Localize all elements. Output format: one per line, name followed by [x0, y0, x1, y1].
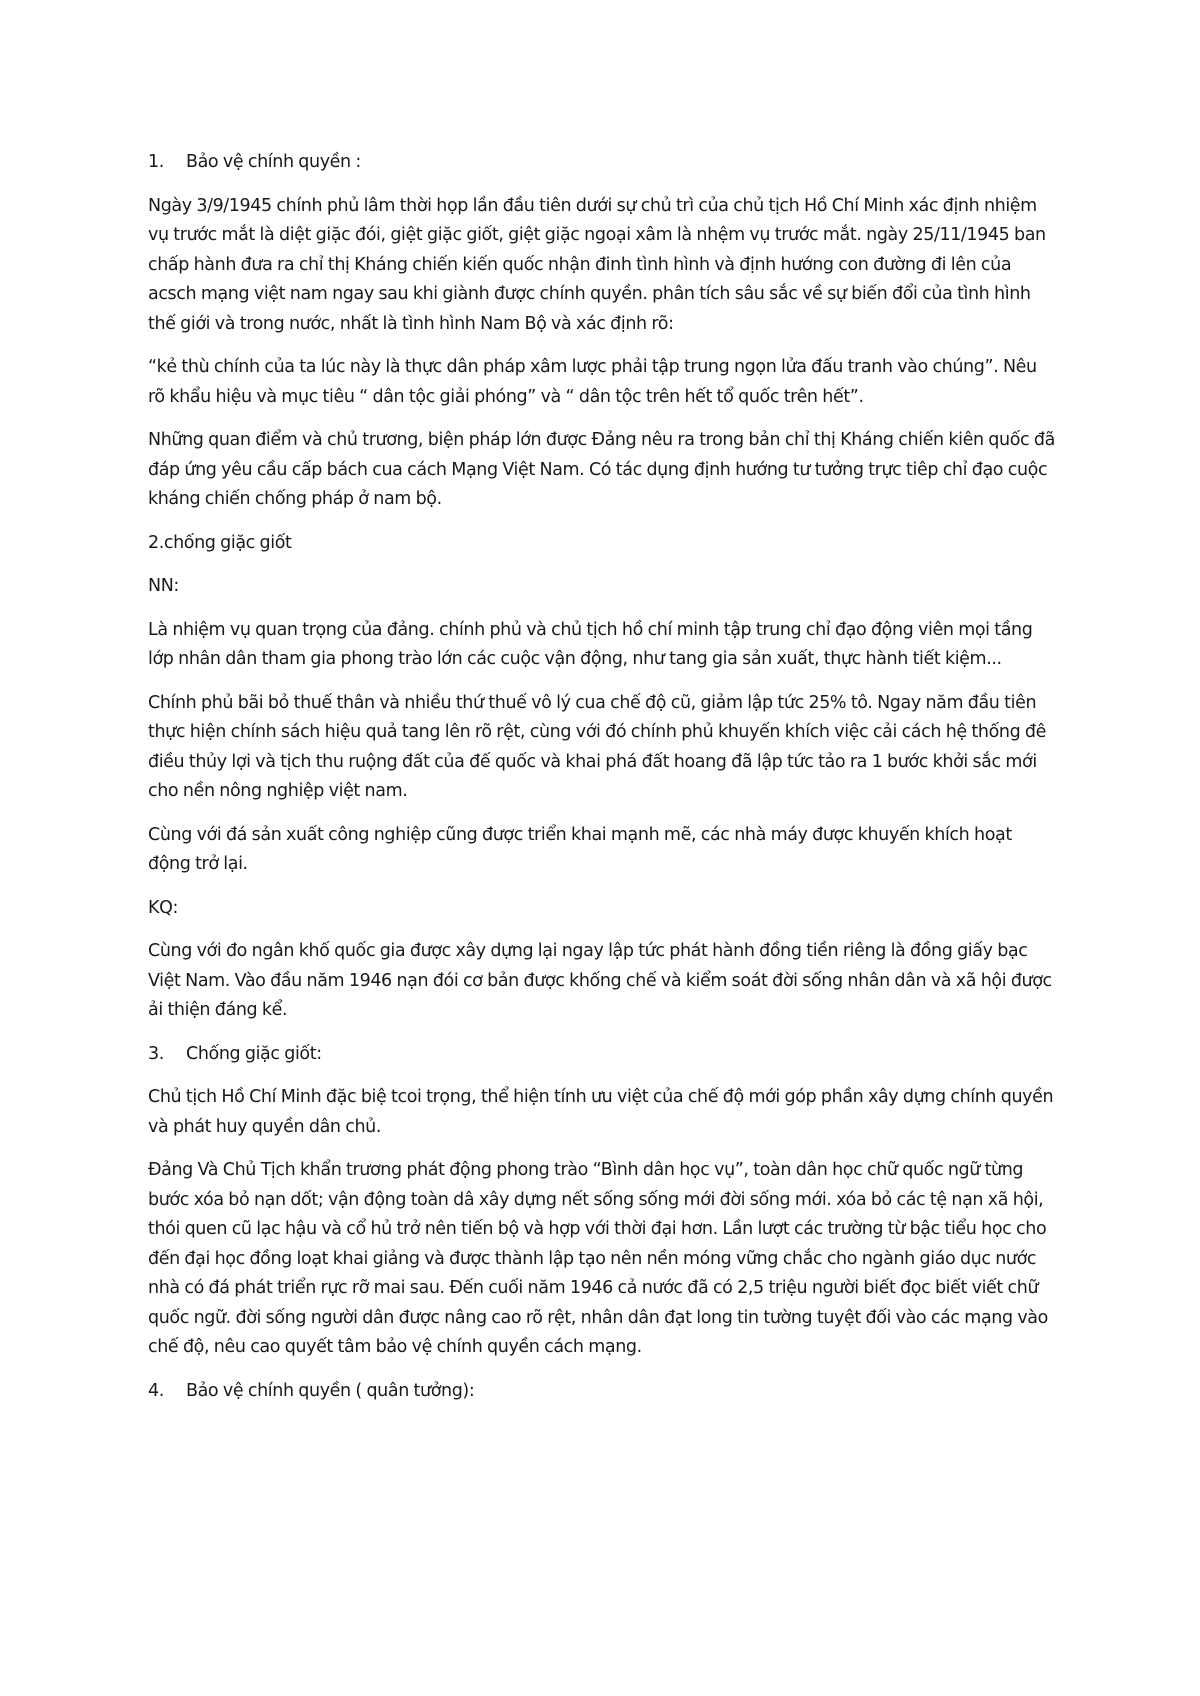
- paragraph: Cùng với đo ngân khố quốc gia được xây dựng lại ngay lập tức phát hành đồng tiền riêng là đồng giấy bạc Việt Nam. Vào đầu năm 1946 nạn đói cơ bản được khống chế và kiểm soát đời sống nhân dân và xã hội được ải thiện đáng kể.: [148, 941, 1052, 1020]
- list-number: 3.: [148, 1043, 164, 1064]
- list-number: 1.: [148, 152, 164, 172]
- numbered-heading: [148, 1377, 1058, 1407]
- paragraph: Những quan điểm và chủ trương, biện pháp lớn được Đảng nêu ra trong bản chỉ thị Kháng chiến kiên quốc đã đáp ứng yêu cầu cấp bách cua cách Mạng Việt Nam. Có tác dụng định hướng tư tưởng trực tiêp chỉ đạo cuộc kháng chiến chống pháp ở nam bộ.: [148, 430, 1055, 509]
- heading-text: Bảo vệ chính quyền ( quân tưởng):: [186, 1380, 475, 1401]
- document-page: [148, 148, 1058, 1420]
- paragraph: “kẻ thù chính của ta lúc này là thực dân pháp xâm lược phải tập trung ngọn lửa đấu tranh vào chúng”. Nêu rõ khẩu hiệu và mục tiêu “ dân tộc giải phóng” và “ dân tộc trên hết tổ quốc trên hết”.: [148, 357, 1037, 407]
- paragraph: Là nhiệm vụ quan trọng của đảng. chính phủ và chủ tịch hồ chí minh tập trung chỉ đạo động viên mọi tầng lớp nhân dân tham gia phong trào lớn các cuộc vận động, như tang gia sản xuất, thực hành tiết kiệm...: [148, 619, 1033, 669]
- numbered-heading: [148, 1040, 1058, 1070]
- paragraph: NN:: [148, 576, 179, 596]
- paragraph: Chủ tịch Hồ Chí Minh đặc biệ tcoi trọng, thể hiện tính ưu việt của chế độ mới góp phần xây dựng chính quyền và phát huy quyền dân chủ.: [148, 1087, 1054, 1137]
- heading-text: Bảo vệ chính quyền :: [186, 152, 361, 172]
- heading-text: Chống giặc giốt:: [186, 1043, 322, 1064]
- paragraph: Cùng với đá sản xuất công nghiệp cũng được triển khai mạnh mẽ, các nhà máy được khuyến khích hoạt động trở lại.: [148, 824, 1012, 874]
- paragraph: Chính phủ bãi bỏ thuế thân và nhiều thứ thuế vô lý cua chế độ cũ, giảm lập tức 25% tô. Ngay năm đầu tiên thực hiện chính sách hiệu quả tang lên rõ rệt, cùng với đó chính phủ khuyến khích việc cải cách hệ thống đê điều thủy lợi và tịch thu ruộng đất của đế quốc và khai phá đất hoang đã lập tức tảo ra 1 bước khởi sắc mới cho nền nông nghiệp việt nam.: [148, 692, 1047, 801]
- section-heading: 2.chống giặc giốt: [148, 532, 292, 553]
- numbered-heading: [148, 148, 1058, 178]
- paragraph: Đảng Và Chủ Tịch khẩn trương phát động phong trào “Bình dân học vụ”, toàn dân học chữ quốc ngữ từng bước xóa bỏ nạn dốt; vận động toàn dâ xây dựng nết sống sống mới đời sống mới. xóa bỏ các tệ nạn xã hội, thói quen cũ lạc hậu và cổ hủ trở nên tiến bộ và hợp với thời đại hơn. Lần lượt các trường từ bậc tiểu học cho đến đại học đồng loạt khai giảng và được thành lập tạo nên nền móng vững chắc cho ngành giáo dục nước nhà có đá phát triển rực rỡ mai sau. Đến cuối năm 1946 cả nước đã có 2,5 triệu người biết đọc biết viết chữ quốc ngữ. đời sống người dân được nâng cao rõ rệt, nhân dân đạt long tin tường tuyệt đối vào các mạng vào chế độ, nêu cao quyết tâm bảo vệ chính quyền cách mạng.: [148, 1160, 1048, 1357]
- list-number: 4.: [148, 1380, 164, 1401]
- paragraph: KQ:: [148, 897, 178, 918]
- paragraph: Ngày 3/9/1945 chính phủ lâm thời họp lần đầu tiên dưới sự chủ trì của chủ tịch Hồ Chí Minh xác định nhiệm vụ trước mắt là diệt giặc đói, giệt giặc giốt, giệt giặc ngoại xâm là nhệm vụ trước mắt. ngày 25/11/1945 ban chấp hành đưa ra chỉ thị Kháng chiến kiến quốc nhận đinh tình hình và định hướng con đường đi lên của acsch mạng việt nam ngay sau khi giành được chính quyền. phân tích sâu sắc về sự biến đổi của tình hình thế giới và trong nước, nhất là tình hình Nam Bộ và xác định rõ:: [148, 195, 1046, 334]
